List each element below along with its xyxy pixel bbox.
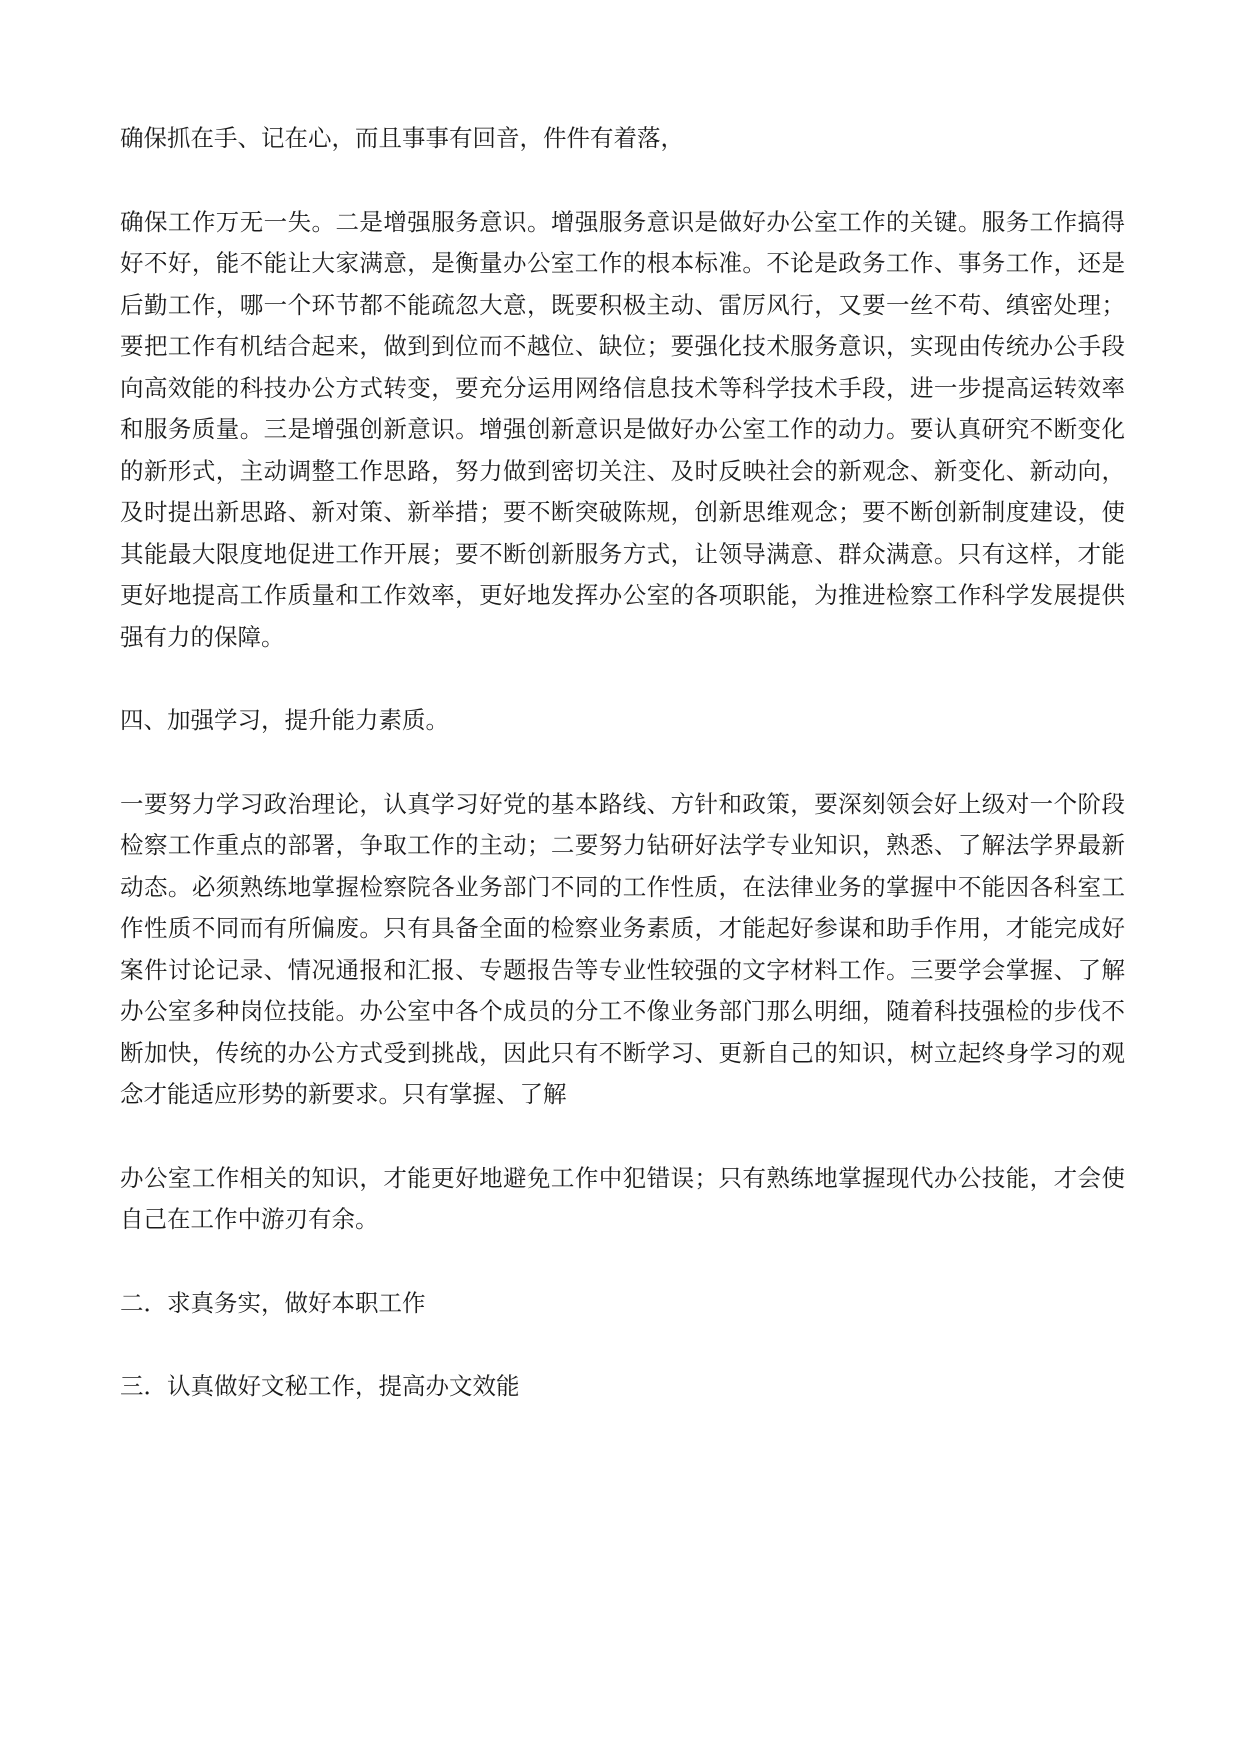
paragraph-gap <box>120 658 1125 700</box>
paragraph-2: 确保工作万无一失。二是增强服务意识。增强服务意识是做好办公室工作的关键。服务工作搞得好不好，能不能让大家满意，是衡量办公室工作的根本标准。不论是政务工作、事务工作，还是后勤工作，哪一个环节都不能疏忽大意，既要积极主动、雷厉风行，又要一丝不苟、缜密处理；要把工作有机结合起来，做到到位而不越位、缺位；要强化技术服务意识，实现由传统办公手段向高效能的科技办公方式转变，要充分运用网络信息技术等科学技术手段，进一步提高运转效率和服务质量。三是增强创新意识。增强创新意识是做好办公室工作的动力。要认真研究不断变化的新形式，主动调整工作思路，努力做到密切关注、及时反映社会的新观念、新变化、新动向，及时提出新思路、新对策、新举措；要不断突破陈规，创新思维观念；要不断创新制度建设，使其能最大限度地促进工作开展；要不断创新服务方式，让领导满意、群众满意。只有这样，才能更好地提高工作质量和工作效率，更好地发挥办公室的各项职能，为推进检察工作科学发展提供强有力的保障。 <box>120 207 1125 651</box>
paragraph-1: 确保抓在手、记在心，而且事事有回音，件件有着落， <box>120 124 684 152</box>
paragraph-3: 一要努力学习政治理论，认真学习好党的基本路线、方针和政策，要深刻领会好上级对一个阶段检察工作重点的部署，争取工作的主动；二要努力钻研好法学专业知识，熟悉、了解法学界最新动态。必须熟练地掌握检察院各业务部门不同的工作性质，在法律业务的掌握中不能因各科室工作性质不同而有所偏废。只有具备全面的检察业务素质，才能起好参谋和助手作用，才能完成好案件讨论记录、情况通报和汇报、专题报告等专业性较强的文字材料工作。三要学会掌握、了解办公室多种岗位技能。办公室中各个成员的分工不像业务部门那么明细，随着科技强检的步伐不断加快，传统的办公方式受到挑战，因此只有不断学习、更新自己的知识，树立起终身学习的观念才能适应形势的新要求。只有掌握、了解 <box>120 789 1125 1108</box>
paragraph-gap <box>120 1116 1125 1158</box>
section-heading-4: 四、加强学习，提升能力素质。 <box>120 706 449 734</box>
document-page <box>120 118 1125 1408</box>
section-heading-3: 三．认真做好文秘工作，提高办文效能 <box>120 1372 520 1400</box>
paragraph-gap <box>120 1241 1125 1283</box>
section-heading-2: 二．求真务实，做好本职工作 <box>120 1288 426 1317</box>
paragraph-gap <box>120 160 1125 202</box>
paragraph-gap <box>120 742 1125 784</box>
paragraph-gap <box>120 1324 1125 1366</box>
paragraph-4: 办公室工作相关的知识，才能更好地避免工作中犯错误；只有熟练地掌握现代办公技能，才会使自己在工作中游刃有余。 <box>120 1163 1125 1233</box>
